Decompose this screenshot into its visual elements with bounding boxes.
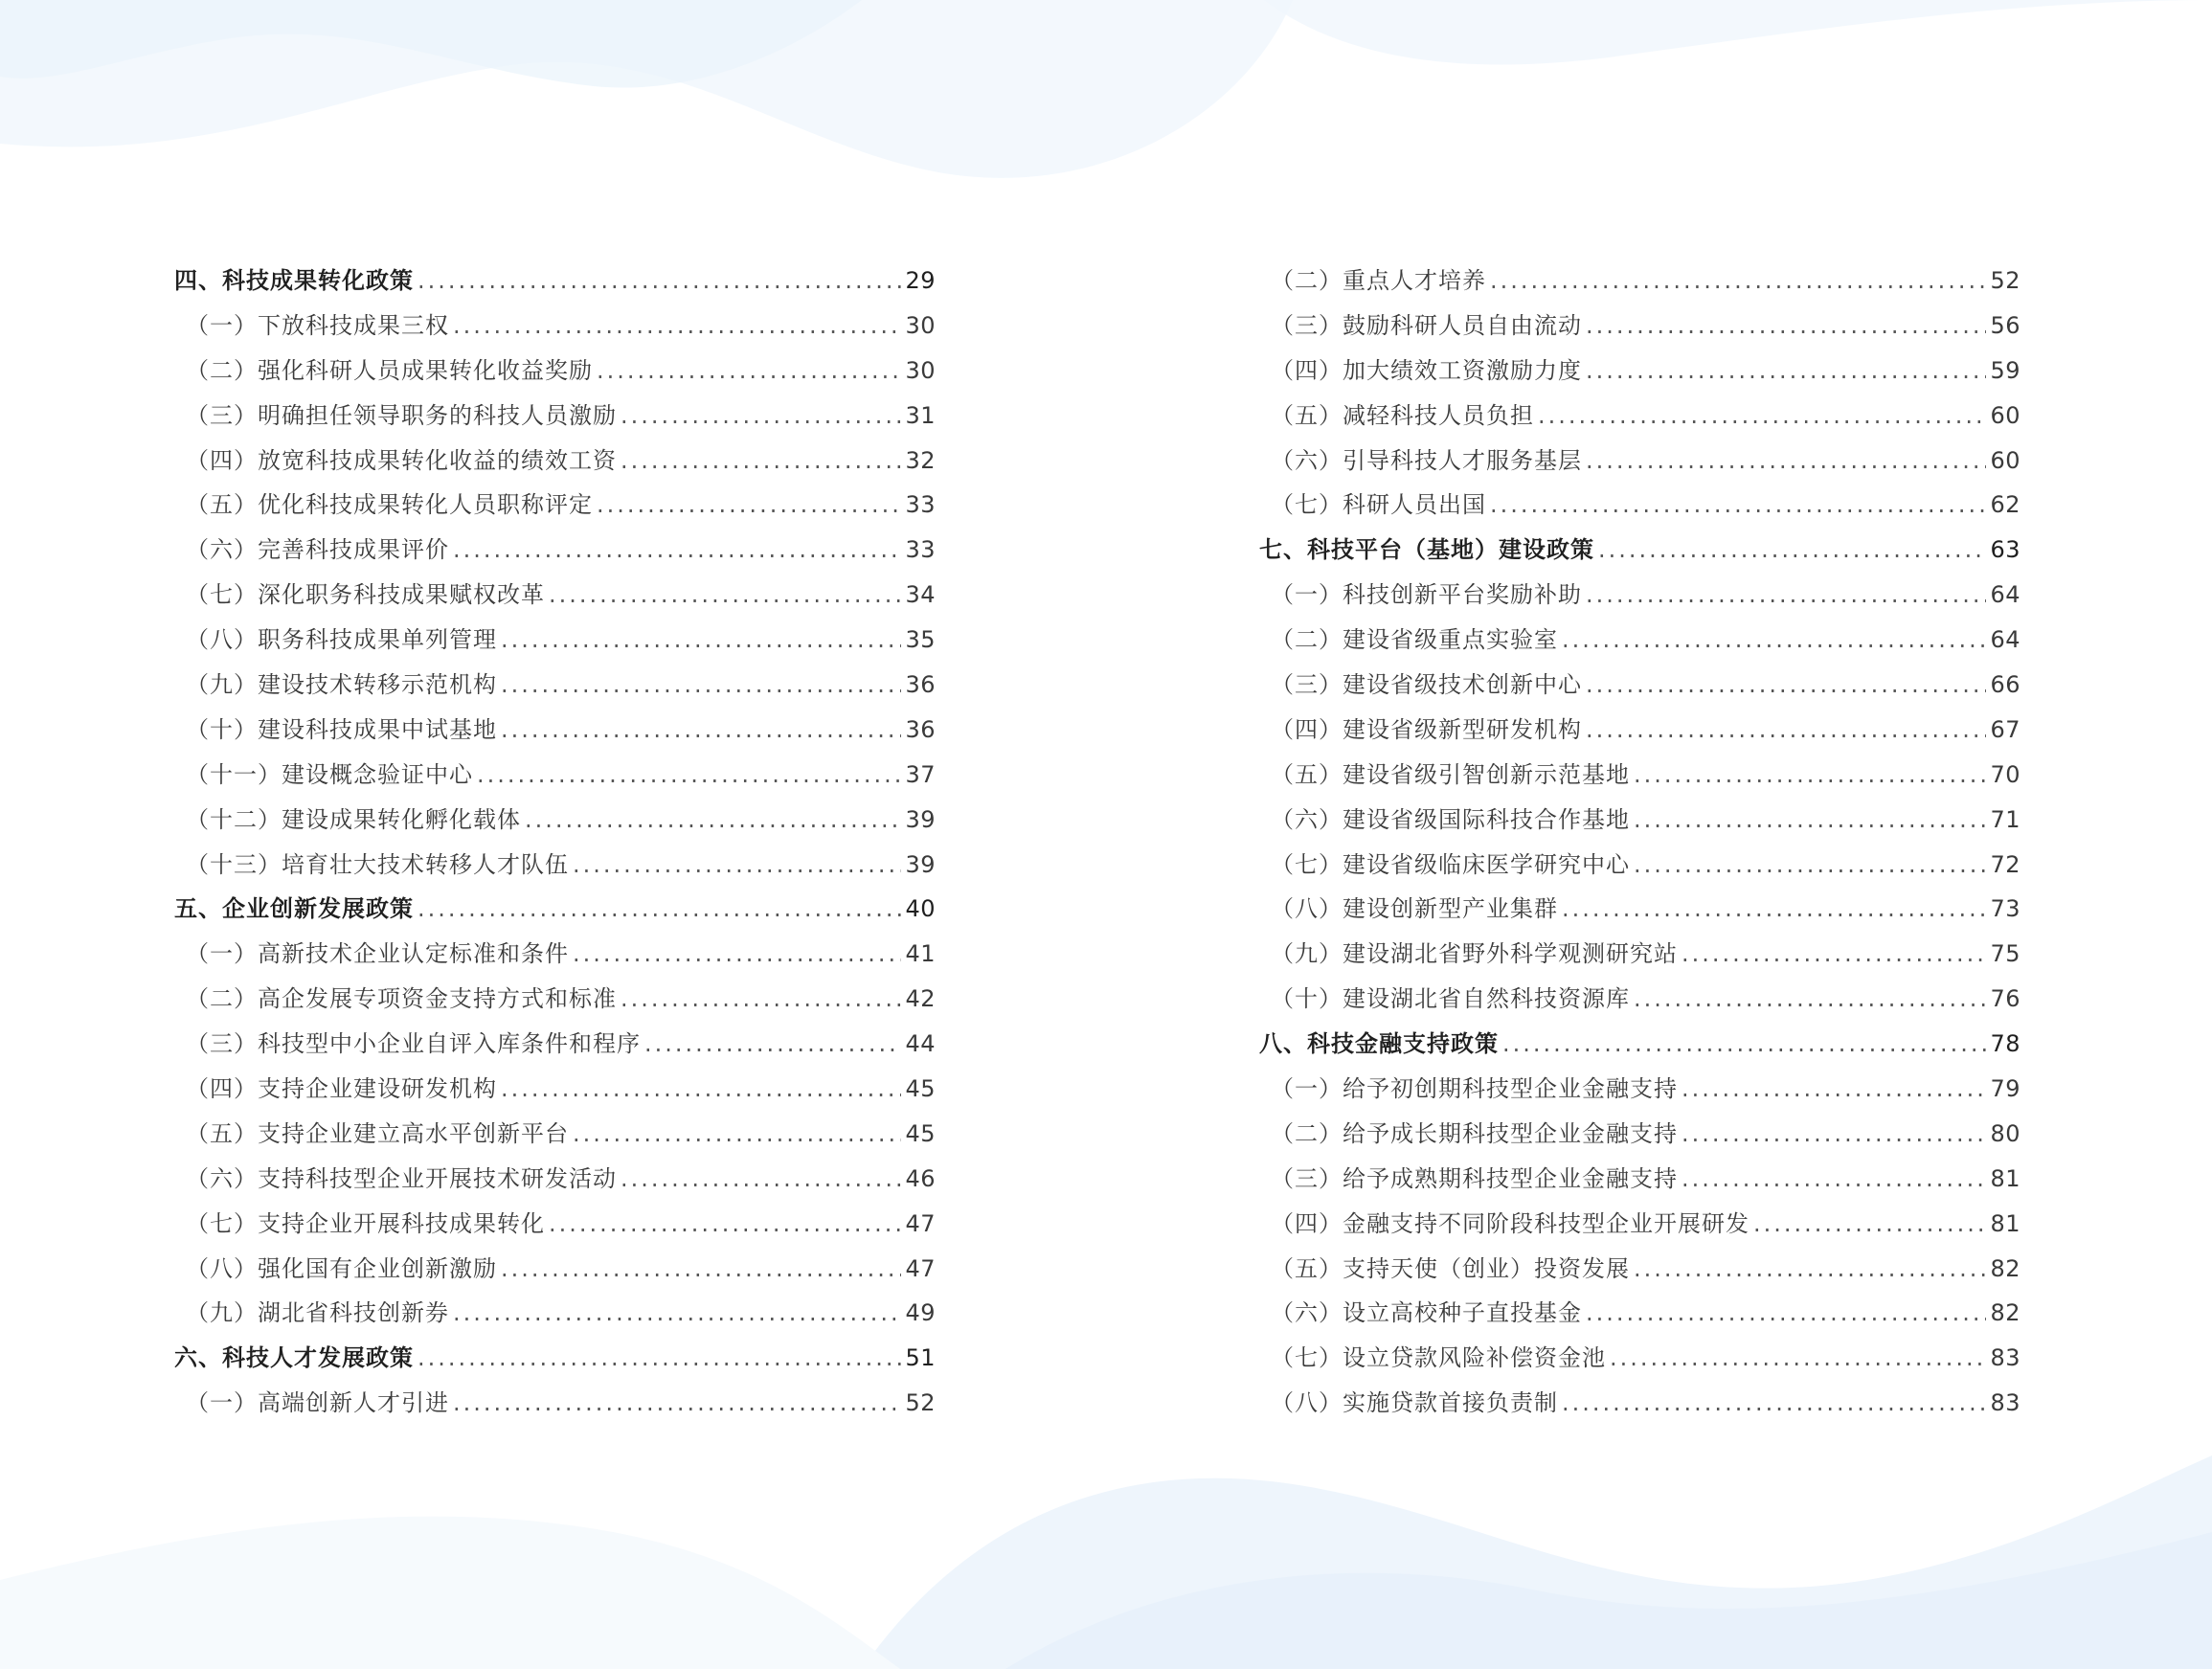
toc-subsection-entry[interactable]: [1259, 483, 2020, 528]
toc-entry-label: （三）给予成熟期科技型企业金融支持: [1271, 1164, 1678, 1192]
toc-entry-label: （八）实施贷款首接负责制: [1271, 1389, 1558, 1417]
toc-page-number: 71: [1990, 805, 2020, 833]
toc-dot-leader: [549, 573, 901, 618]
toc-dot-leader: [621, 394, 901, 439]
toc-page-number: 33: [905, 536, 936, 564]
toc-entry-label: （七）科研人员出国: [1271, 491, 1486, 519]
toc-section-entry[interactable]: [174, 1336, 936, 1381]
toc-dot-leader: [1586, 573, 1986, 618]
toc-entry-label: （二）强化科研人员成果转化收益奖励: [186, 356, 593, 384]
toc-subsection-entry[interactable]: [174, 349, 936, 394]
toc-entry-label: （三）建设省级技术创新中心: [1271, 671, 1582, 698]
toc-dot-leader: [1610, 1336, 1986, 1381]
toc-page-number: 62: [1990, 491, 2020, 519]
toc-page-number: 82: [1990, 1254, 2020, 1282]
toc-dot-leader: [621, 977, 901, 1022]
toc-page-number: 36: [905, 715, 936, 743]
toc-dot-leader: [453, 1291, 901, 1336]
toc-entry-label: （六）引导科技人才服务基层: [1271, 446, 1582, 474]
toc-subsection-entry[interactable]: [1259, 663, 2020, 708]
toc-entry-label: （九）建设湖北省野外科学观测研究站: [1271, 940, 1678, 968]
toc-dot-leader: [597, 483, 901, 528]
toc-subsection-entry[interactable]: [174, 528, 936, 573]
toc-dot-leader: [525, 798, 901, 843]
toc-page-number: 51: [905, 1344, 936, 1372]
toc-dot-leader: [1562, 887, 1986, 932]
toc-dot-leader: [1502, 1022, 1986, 1067]
toc-dot-leader: [418, 1336, 901, 1381]
toc-subsection-entry[interactable]: [174, 932, 936, 977]
toc-entry-label: （九）建设技术转移示范机构: [186, 671, 497, 698]
toc-page-number: 70: [1990, 760, 2020, 788]
toc-page-number: 41: [905, 940, 936, 968]
toc-entry-label: （六）支持科技型企业开展技术研发活动: [186, 1164, 617, 1192]
toc-page-number: 29: [905, 266, 936, 294]
toc-dot-leader: [453, 304, 901, 349]
toc-subsection-entry[interactable]: [1259, 977, 2020, 1022]
toc-page-number: 73: [1990, 895, 2020, 923]
toc-section-entry[interactable]: [174, 259, 936, 304]
toc-page-number: 32: [905, 446, 936, 474]
toc-entry-label: （四）建设省级新型研发机构: [1271, 715, 1582, 743]
toc-page-number: 49: [905, 1299, 936, 1327]
toc-page-number: 45: [905, 1119, 936, 1147]
toc-subsection-entry[interactable]: [1259, 843, 2020, 888]
toc-page-number: 39: [905, 805, 936, 833]
toc-entry-label: （七）深化职务科技成果赋权改革: [186, 581, 545, 609]
toc-dot-leader: [1538, 394, 1986, 439]
toc-section-entry[interactable]: [1259, 528, 2020, 573]
toc-page-number: 36: [905, 671, 936, 698]
toc-subsection-entry[interactable]: [174, 1022, 936, 1067]
toc-entry-label: （一）高端创新人才引进: [186, 1389, 449, 1417]
toc-dot-leader: [1586, 349, 1986, 394]
toc-dot-leader: [573, 1112, 901, 1157]
toc-subsection-entry[interactable]: [1259, 1157, 2020, 1202]
toc-entry-label: （三）科技型中小企业自评入库条件和程序: [186, 1030, 641, 1058]
toc-page-number: 39: [905, 850, 936, 878]
toc-dot-leader: [1682, 1067, 1986, 1112]
toc-page-number: 46: [905, 1164, 936, 1192]
toc-subsection-entry[interactable]: [1259, 1336, 2020, 1381]
toc-page-number: 78: [1990, 1030, 2020, 1058]
toc-dot-leader: [644, 1022, 901, 1067]
toc-dot-leader: [573, 932, 901, 977]
toc-entry-label: （七）建设省级临床医学研究中心: [1271, 850, 1630, 878]
toc-entry-label: 四、科技成果转化政策: [174, 266, 414, 294]
toc-subsection-entry[interactable]: [174, 753, 936, 798]
toc-page-number: 83: [1990, 1389, 2020, 1417]
toc-subsection-entry[interactable]: [174, 439, 936, 484]
toc-entry-label: （七）设立贷款风险补偿资金池: [1271, 1344, 1606, 1372]
toc-entry-label: （一）高新技术企业认定标准和条件: [186, 940, 569, 968]
toc-subsection-entry[interactable]: [1259, 259, 2020, 304]
toc-page-number: 75: [1990, 940, 2020, 968]
toc-dot-leader: [1634, 843, 1986, 888]
toc-page-number: 64: [1990, 626, 2020, 654]
toc-dot-leader: [477, 753, 901, 798]
toc-entry-label: （四）金融支持不同阶段科技型企业开展研发: [1271, 1209, 1749, 1237]
toc-page-number: 47: [905, 1209, 936, 1237]
toc-dot-leader: [1682, 932, 1986, 977]
toc-subsection-entry[interactable]: [174, 977, 936, 1022]
toc-subsection-entry[interactable]: [1259, 349, 2020, 394]
toc-subsection-entry[interactable]: [174, 1291, 936, 1336]
toc-subsection-entry[interactable]: [174, 1112, 936, 1157]
toc-page-number: 67: [1990, 715, 2020, 743]
toc-entry-label: 七、科技平台（基地）建设政策: [1259, 536, 1594, 564]
toc-dot-leader: [418, 259, 901, 304]
toc-page-number: 63: [1990, 536, 2020, 564]
toc-page-number: 44: [905, 1030, 936, 1058]
toc-entry-label: （五）减轻科技人员负担: [1271, 401, 1534, 429]
toc-page-number: 35: [905, 626, 936, 654]
toc-entry-label: （六）建设省级国际科技合作基地: [1271, 805, 1630, 833]
toc-dot-leader: [1634, 753, 1986, 798]
toc-entry-label: 六、科技人才发展政策: [174, 1344, 414, 1372]
toc-dot-leader: [501, 708, 901, 753]
toc-dot-leader: [453, 528, 901, 573]
toc-subsection-entry[interactable]: [1259, 1202, 2020, 1247]
toc-subsection-entry[interactable]: [1259, 394, 2020, 439]
toc-dot-leader: [501, 1247, 901, 1292]
toc-entry-label: （六）设立高校种子直投基金: [1271, 1299, 1582, 1327]
toc-dot-leader: [549, 1202, 901, 1247]
toc-dot-leader: [1753, 1202, 1986, 1247]
toc-dot-leader: [1562, 618, 1986, 663]
toc-page-number: 30: [905, 311, 936, 339]
toc-entry-label: （七）支持企业开展科技成果转化: [186, 1209, 545, 1237]
toc-page-number: 82: [1990, 1299, 2020, 1327]
toc-subsection-entry[interactable]: [174, 1381, 936, 1426]
toc-dot-leader: [621, 439, 901, 484]
toc-dot-leader: [1490, 483, 1986, 528]
toc-dot-leader: [501, 618, 901, 663]
toc-page-number: 33: [905, 491, 936, 519]
toc-subsection-entry[interactable]: [1259, 439, 2020, 484]
toc-dot-leader: [597, 349, 901, 394]
toc-subsection-entry[interactable]: [174, 1067, 936, 1112]
toc-dot-leader: [573, 843, 901, 888]
toc-subsection-entry[interactable]: [1259, 932, 2020, 977]
toc-entry-label: （五）支持企业建立高水平创新平台: [186, 1119, 569, 1147]
toc-dot-leader: [418, 887, 901, 932]
toc-page-number: 60: [1990, 446, 2020, 474]
toc-entry-label: （一）科技创新平台奖励补助: [1271, 581, 1582, 609]
toc-subsection-entry[interactable]: [1259, 887, 2020, 932]
toc-entry-label: （十二）建设成果转化孵化载体: [186, 805, 521, 833]
toc-dot-leader: [1634, 977, 1986, 1022]
toc-entry-label: （十）建设科技成果中试基地: [186, 715, 497, 743]
toc-subsection-entry[interactable]: [174, 483, 936, 528]
toc-entry-label: （五）支持天使（创业）投资发展: [1271, 1254, 1630, 1282]
toc-subsection-entry[interactable]: [1259, 1112, 2020, 1157]
toc-page-number: 45: [905, 1075, 936, 1103]
toc-subsection-entry[interactable]: [1259, 1381, 2020, 1426]
toc-page-number: 64: [1990, 581, 2020, 609]
toc-subsection-entry[interactable]: [1259, 708, 2020, 753]
toc-dot-leader: [1586, 708, 1986, 753]
toc-dot-leader: [1490, 259, 1986, 304]
toc-page-number: 37: [905, 760, 936, 788]
toc-dot-leader: [1682, 1112, 1986, 1157]
toc-dot-leader: [1586, 663, 1986, 708]
toc-subsection-entry[interactable]: [1259, 618, 2020, 663]
toc-entry-label: （一）下放科技成果三权: [186, 311, 449, 339]
toc-page-number: 30: [905, 356, 936, 384]
toc-dot-leader: [1586, 439, 1986, 484]
toc-entry-label: （二）给予成长期科技型企业金融支持: [1271, 1119, 1678, 1147]
toc-page-number: 66: [1990, 671, 2020, 698]
toc-page-number: 56: [1990, 311, 2020, 339]
toc-section-entry[interactable]: [1259, 1022, 2020, 1067]
toc-entry-label: （五）优化科技成果转化人员职称评定: [186, 491, 593, 519]
toc-subsection-entry[interactable]: [174, 394, 936, 439]
toc-subsection-entry[interactable]: [1259, 1247, 2020, 1292]
toc-entry-label: （四）放宽科技成果转化收益的绩效工资: [186, 446, 617, 474]
toc-subsection-entry[interactable]: [1259, 1067, 2020, 1112]
toc-page-number: 72: [1990, 850, 2020, 878]
toc-dot-leader: [501, 663, 901, 708]
toc-page-number: 76: [1990, 985, 2020, 1013]
toc-page-number: 52: [905, 1389, 936, 1417]
toc-dot-leader: [501, 1067, 901, 1112]
toc-entry-label: （九）湖北省科技创新券: [186, 1299, 449, 1327]
toc-section-entry[interactable]: [174, 887, 936, 932]
toc-page-number: 47: [905, 1254, 936, 1282]
toc-page-number: 80: [1990, 1119, 2020, 1147]
toc-entry-label: （十一）建设概念验证中心: [186, 760, 473, 788]
toc-subsection-entry[interactable]: [174, 1247, 936, 1292]
toc-entry-label: （八）职务科技成果单列管理: [186, 626, 497, 654]
toc-subsection-entry[interactable]: [174, 843, 936, 888]
toc-entry-label: （四）支持企业建设研发机构: [186, 1075, 497, 1103]
toc-entry-label: （四）加大绩效工资激励力度: [1271, 356, 1582, 384]
toc-entry-label: （一）给予初创期科技型企业金融支持: [1271, 1075, 1678, 1103]
toc-dot-leader: [1586, 1291, 1986, 1336]
toc-entry-label: 五、企业创新发展政策: [174, 895, 414, 923]
toc-subsection-entry[interactable]: [174, 618, 936, 663]
toc-entry-label: （五）建设省级引智创新示范基地: [1271, 760, 1630, 788]
toc-entry-label: （二）重点人才培养: [1271, 266, 1486, 294]
toc-entry-label: （二）高企发展专项资金支持方式和标准: [186, 985, 617, 1013]
toc-dot-leader: [1634, 798, 1986, 843]
toc-entry-label: （八）强化国有企业创新激励: [186, 1254, 497, 1282]
toc-subsection-entry[interactable]: [174, 573, 936, 618]
toc-entry-label: （三）鼓励科研人员自由流动: [1271, 311, 1582, 339]
toc-left-column: [174, 259, 936, 1426]
toc-entry-label: （三）明确担任领导职务的科技人员激励: [186, 401, 617, 429]
toc-subsection-entry[interactable]: [1259, 304, 2020, 349]
toc-subsection-entry[interactable]: [1259, 573, 2020, 618]
toc-page-number: 59: [1990, 356, 2020, 384]
toc-page-number: 81: [1990, 1164, 2020, 1192]
toc-page-number: 34: [905, 581, 936, 609]
toc-subsection-entry[interactable]: [1259, 753, 2020, 798]
toc-subsection-entry[interactable]: [1259, 1291, 2020, 1336]
toc-entry-label: （六）完善科技成果评价: [186, 536, 449, 564]
toc-page-number: 31: [905, 401, 936, 429]
toc-entry-label: 八、科技金融支持政策: [1259, 1030, 1499, 1058]
toc-subsection-entry[interactable]: [1259, 798, 2020, 843]
toc-dot-leader: [621, 1157, 901, 1202]
toc-page-number: 79: [1990, 1075, 2020, 1103]
toc-dot-leader: [1562, 1381, 1986, 1426]
toc-page-number: 40: [905, 895, 936, 923]
toc-subsection-entry[interactable]: [174, 304, 936, 349]
toc-subsection-entry[interactable]: [174, 1157, 936, 1202]
toc-entry-label: （十三）培育壮大技术转移人才队伍: [186, 850, 569, 878]
toc-subsection-entry[interactable]: [174, 663, 936, 708]
toc-subsection-entry[interactable]: [174, 708, 936, 753]
toc-entry-label: （二）建设省级重点实验室: [1271, 626, 1558, 654]
toc-subsection-entry[interactable]: [174, 798, 936, 843]
toc-dot-leader: [453, 1381, 901, 1426]
toc-dot-leader: [1586, 304, 1986, 349]
toc-entry-label: （十）建设湖北省自然科技资源库: [1271, 985, 1630, 1013]
toc-dot-leader: [1682, 1157, 1986, 1202]
toc-page-number: 42: [905, 985, 936, 1013]
toc-page-number: 81: [1990, 1209, 2020, 1237]
toc-page-number: 52: [1990, 266, 2020, 294]
toc-page-number: 83: [1990, 1344, 2020, 1372]
toc-right-column: [1259, 259, 2020, 1426]
toc-page-number: 60: [1990, 401, 2020, 429]
toc-entry-label: （八）建设创新型产业集群: [1271, 895, 1558, 923]
toc-dot-leader: [1598, 528, 1986, 573]
toc-subsection-entry[interactable]: [174, 1202, 936, 1247]
toc-dot-leader: [1634, 1247, 1986, 1292]
